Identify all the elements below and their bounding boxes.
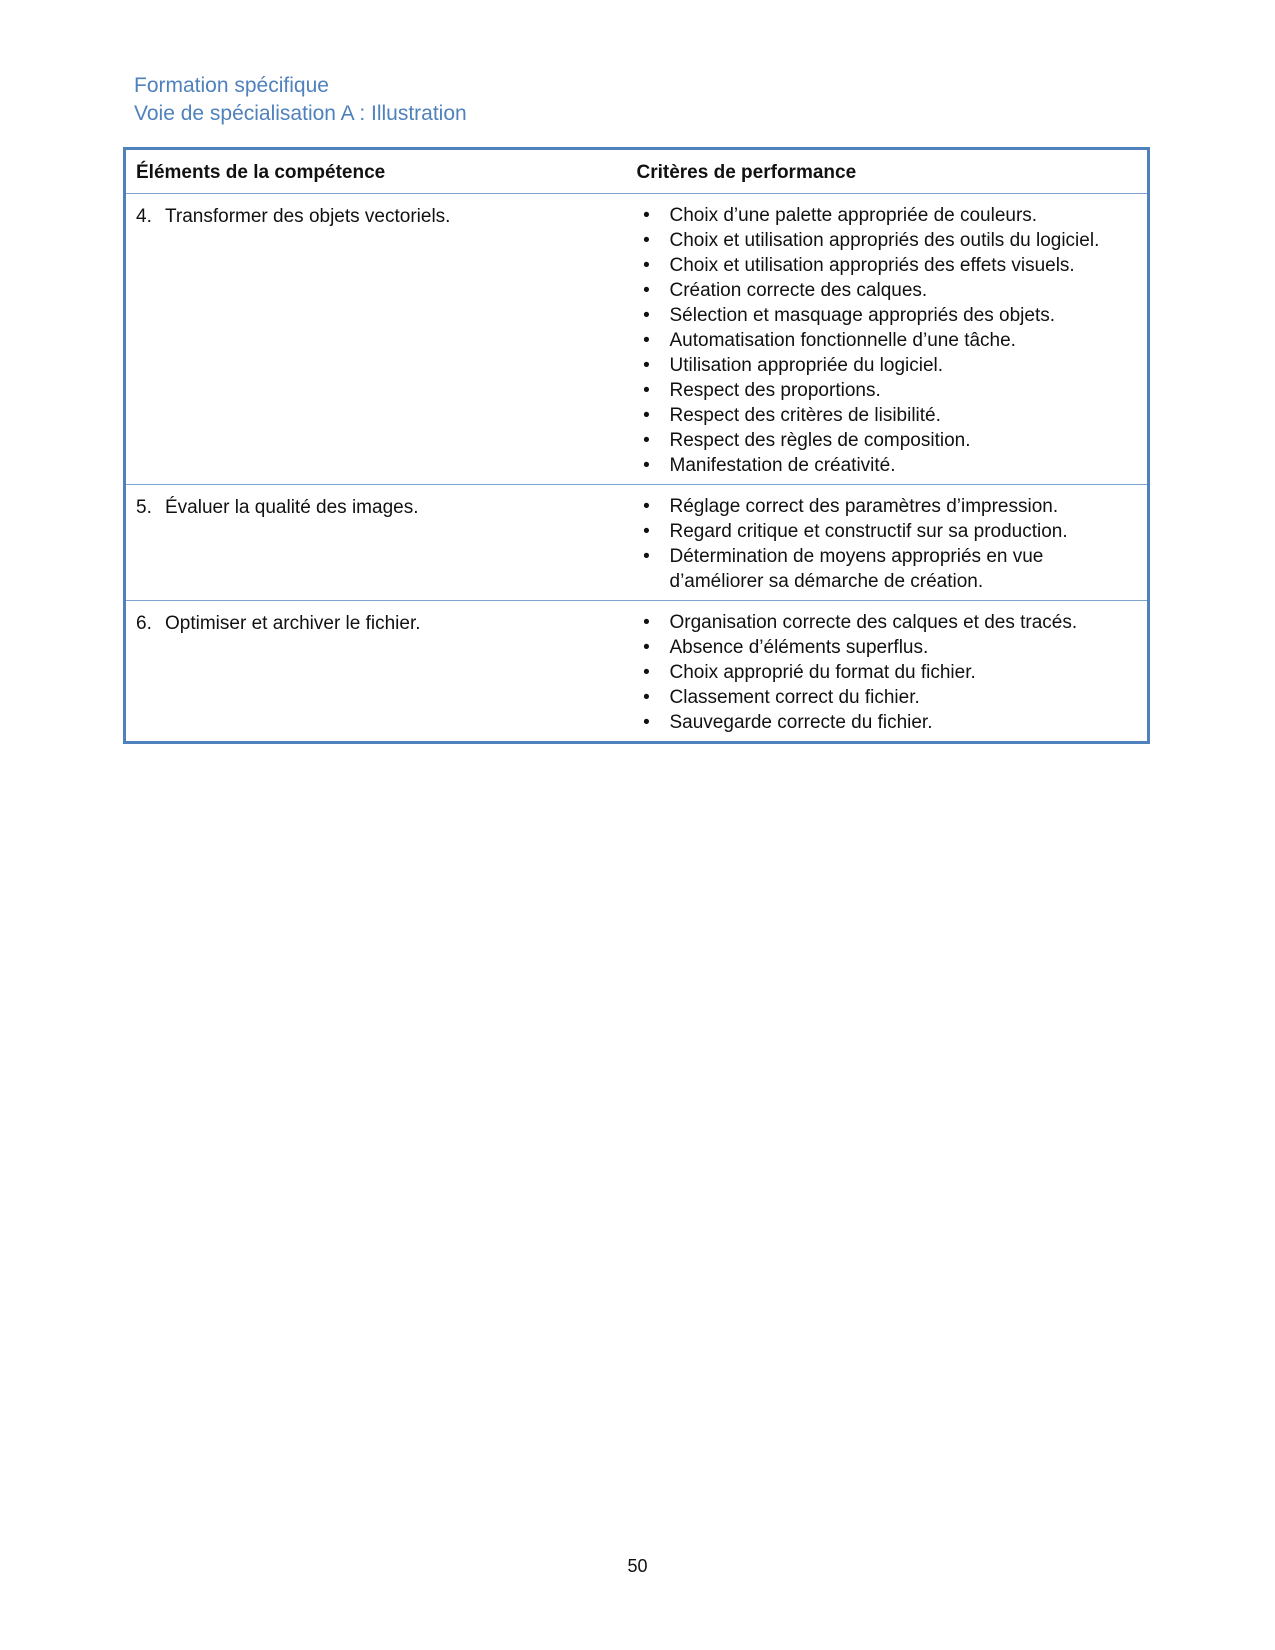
- criteria-text: Utilisation appropriée du logiciel.: [669, 355, 944, 376]
- criteria-item: [637, 710, 1138, 735]
- competence-table: [123, 147, 1150, 744]
- criteria-item: [637, 378, 1138, 403]
- bullet-icon: •: [643, 712, 650, 733]
- bullet-icon: •: [643, 455, 650, 476]
- element-cell: [125, 194, 627, 485]
- table-row: [125, 485, 1149, 601]
- table-row: [125, 601, 1149, 743]
- bullet-icon: •: [643, 521, 650, 542]
- bullet-icon: •: [643, 305, 650, 326]
- criteria-item: [637, 660, 1138, 685]
- criteria-list: [637, 203, 1138, 478]
- criteria-item: [637, 428, 1138, 453]
- criteria-list: [637, 610, 1138, 735]
- criteria-item: [637, 519, 1138, 544]
- element-text: Optimiser et archiver le fichier.: [165, 613, 421, 634]
- criteria-item: [637, 203, 1138, 228]
- table-header-row: [125, 149, 1149, 194]
- element-cell: [125, 485, 627, 601]
- criteria-item: [637, 453, 1138, 478]
- criteria-text: Respect des proportions.: [669, 380, 881, 401]
- element-number: 6.: [136, 613, 152, 634]
- bullet-icon: •: [643, 380, 650, 401]
- criteria-item: [637, 353, 1138, 378]
- criteria-text: Sauvegarde correcte du fichier.: [669, 712, 933, 733]
- bullet-icon: •: [643, 230, 650, 251]
- criteria-cell: [627, 601, 1149, 743]
- element-cell: [125, 601, 627, 743]
- bullet-icon: •: [643, 405, 650, 426]
- criteria-item: [637, 278, 1138, 303]
- criteria-text: Regard critique et constructif sur sa production.: [669, 521, 1068, 542]
- bullet-icon: •: [643, 496, 650, 517]
- criteria-text: Choix d’une palette appropriée de couleurs.: [669, 205, 1038, 226]
- bullet-icon: •: [643, 430, 650, 451]
- bullet-icon: •: [643, 330, 650, 351]
- criteria-text: Détermination de moyens appropriés en vue d’améliorer sa démarche de création.: [669, 546, 1044, 592]
- element-item: [136, 611, 617, 636]
- criteria-item: [637, 303, 1138, 328]
- criteria-text: Automatisation fonctionnelle d’une tâche.: [669, 330, 1016, 351]
- criteria-item: [637, 635, 1138, 660]
- header-training-title: Formation spécifique: [134, 74, 329, 97]
- bullet-icon: •: [643, 205, 650, 226]
- bullet-icon: •: [643, 255, 650, 276]
- criteria-text: Réglage correct des paramètres d’impression.: [669, 496, 1059, 517]
- bullet-icon: •: [643, 612, 650, 633]
- criteria-item: [637, 610, 1138, 635]
- criteria-item: [637, 253, 1138, 278]
- element-number: 5.: [136, 497, 152, 518]
- bullet-icon: •: [643, 662, 650, 683]
- criteria-item: [637, 544, 1138, 594]
- criteria-text: Organisation correcte des calques et des tracés.: [669, 612, 1078, 633]
- bullet-icon: •: [643, 637, 650, 658]
- element-number: 4.: [136, 206, 152, 227]
- criteria-text: Classement correct du fichier.: [669, 687, 920, 708]
- bullet-icon: •: [643, 355, 650, 376]
- header-specialization-title: Voie de spécialisation A : Illustration: [134, 102, 467, 125]
- criteria-item: [637, 328, 1138, 353]
- element-text: Transformer des objets vectoriels.: [165, 206, 451, 227]
- criteria-item: [637, 403, 1138, 428]
- page-number: 50: [627, 1556, 648, 1576]
- element-text: Évaluer la qualité des images.: [165, 497, 419, 518]
- criteria-item: [637, 494, 1138, 519]
- page-header: [134, 72, 467, 128]
- criteria-text: Création correcte des calques.: [669, 280, 928, 301]
- criteria-cell: [627, 485, 1149, 601]
- criteria-text: Respect des critères de lisibilité.: [669, 405, 941, 426]
- element-item: [136, 495, 617, 520]
- column-header-criteria: Critères de performance: [627, 149, 1149, 194]
- bullet-icon: •: [643, 687, 650, 708]
- criteria-text: Respect des règles de composition.: [669, 430, 971, 451]
- criteria-item: [637, 228, 1138, 253]
- criteria-text: Manifestation de créativité.: [669, 455, 896, 476]
- element-item: [136, 204, 617, 229]
- column-header-elements: Éléments de la compétence: [125, 149, 627, 194]
- criteria-text: Choix et utilisation appropriés des outils du logiciel.: [669, 230, 1100, 251]
- criteria-item: [637, 685, 1138, 710]
- bullet-icon: •: [643, 546, 650, 567]
- table-row: [125, 194, 1149, 485]
- bullet-icon: •: [643, 280, 650, 301]
- criteria-text: Choix et utilisation appropriés des effets visuels.: [669, 255, 1075, 276]
- criteria-list: [637, 494, 1138, 594]
- table-body: [125, 194, 1149, 743]
- criteria-text: Absence d’éléments superflus.: [669, 637, 929, 658]
- criteria-cell: [627, 194, 1149, 485]
- criteria-text: Choix approprié du format du fichier.: [669, 662, 976, 683]
- criteria-text: Sélection et masquage appropriés des objets.: [669, 305, 1056, 326]
